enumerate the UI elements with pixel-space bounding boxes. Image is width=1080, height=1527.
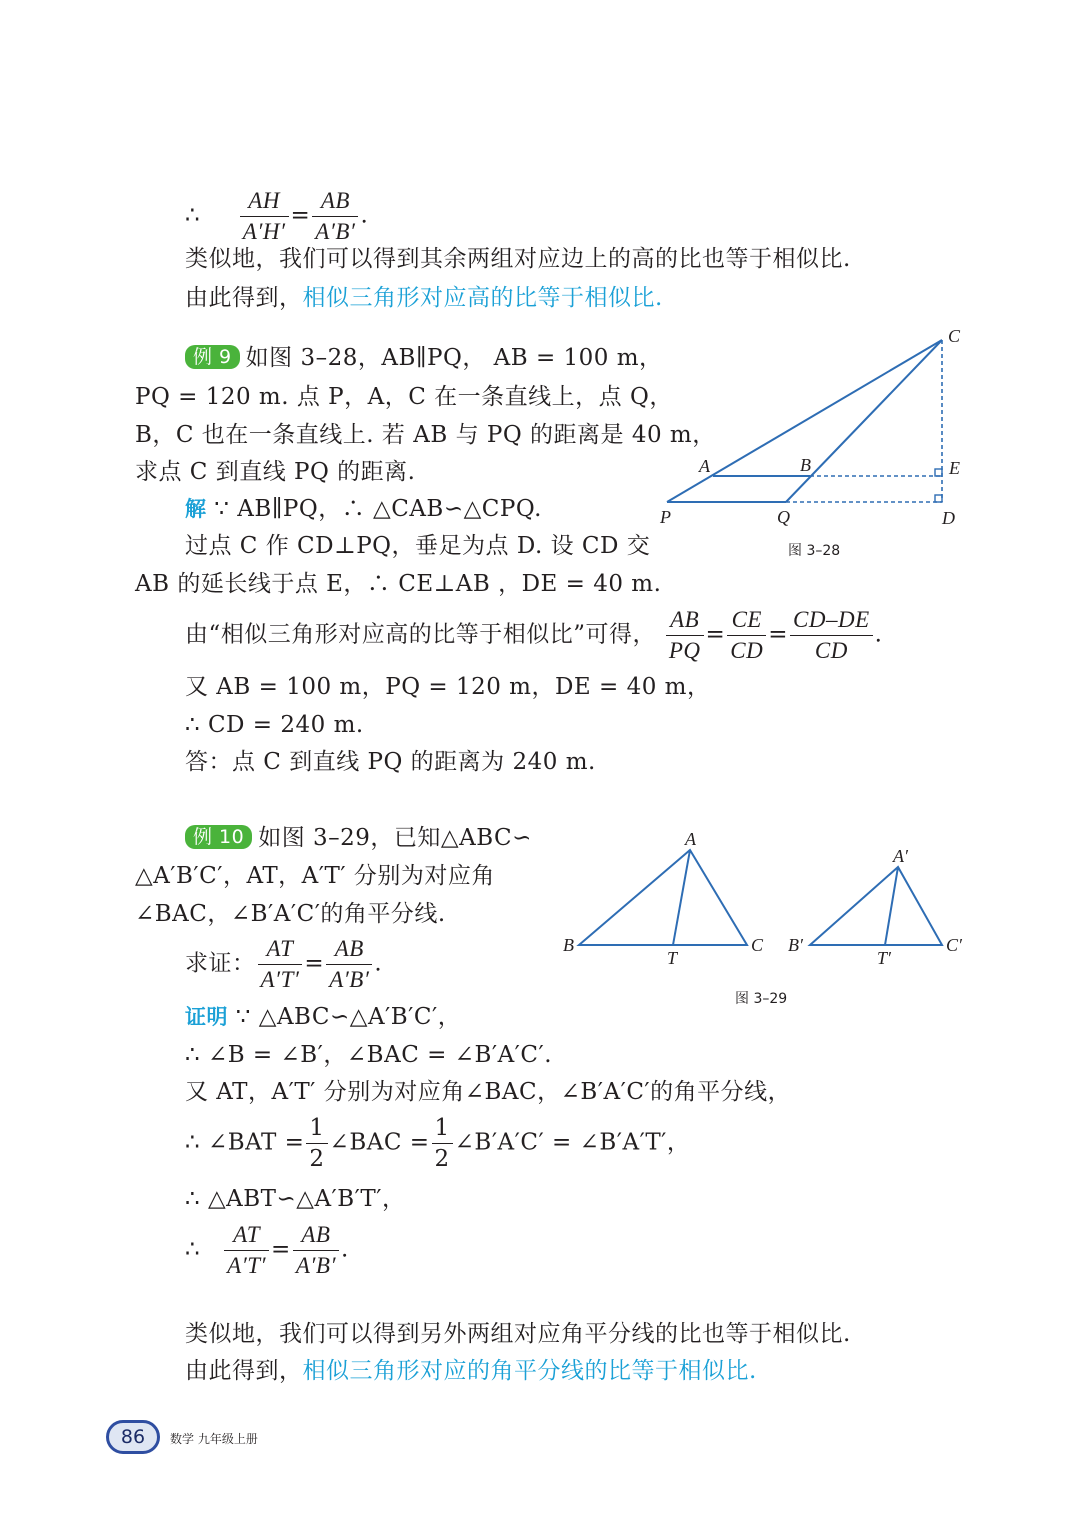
solution-line-2: 过点 C 作 CD⊥PQ，垂足为点 D. 设 CD 交 <box>185 533 651 559</box>
paragraph: 类似地，我们可以得到另外两组对应角平分线的比也等于相似比. <box>185 1321 851 1347</box>
example-badge: 例 9 <box>185 345 240 369</box>
example-badge: 例 10 <box>185 825 252 849</box>
theorem-highlight: 相似三角形对应的角平分线的比等于相似比. <box>302 1358 757 1384</box>
label-e: E <box>949 458 960 478</box>
proof-line-3: 又 AT，A′T′ 分别为对应角∠BAC，∠B′A′C′的角平分线， <box>185 1079 792 1105</box>
prove-line: 求证： $\frac{AT}{A'T'}$ = $\frac{AB}{A'B'}$ . <box>185 936 383 992</box>
label-b: B <box>800 455 811 475</box>
solution-line-6: ∴ CD = 240 m. <box>185 712 364 738</box>
page-number: 86 <box>106 1420 160 1454</box>
example-9-line-4: 求点 C 到直线 PQ 的距离. <box>135 459 416 485</box>
proof-line-2: ∴ ∠B = ∠B′，∠BAC = ∠B′A′C′. <box>185 1042 553 1068</box>
triangle-abc <box>579 850 747 945</box>
book-title: 数学 九年级上册 <box>170 1432 258 1446</box>
proof-label: 证明 <box>185 1005 228 1029</box>
label-a: A <box>699 456 710 476</box>
solution-line-1: 解 ∵ AB∥PQ，∴ △CAB∽△CPQ. <box>185 496 542 522</box>
label-c: C <box>948 326 961 346</box>
figure-3-29 <box>555 825 975 975</box>
label-a: A <box>685 829 696 849</box>
example-9-line-2: PQ = 120 m. 点 P，A，C 在一条直线上，点 Q， <box>135 384 673 410</box>
label-c-prime: C′ <box>946 935 962 955</box>
bisector-at <box>673 850 690 945</box>
line-pc <box>667 340 942 502</box>
fraction: $\frac{AB}{A'B'}$ <box>312 188 358 245</box>
triangle-a2b2c2 <box>810 867 942 945</box>
label-b: B <box>563 935 574 955</box>
paragraph: 类似地，我们可以得到其余两组对应边上的高的比也等于相似比. <box>185 246 851 272</box>
right-angle-d <box>935 495 942 502</box>
example-10-line-2: △A′B′C′，AT，A′T′ 分别为对应角 <box>135 863 495 889</box>
solution-label: 解 <box>185 497 207 521</box>
example-10-line-1: 例 10 如图 3–29，已知△ABC∽ <box>185 823 532 853</box>
theorem-highlight: 相似三角形对应高的比等于相似比. <box>302 285 663 311</box>
example-9-line-3: B，C 也在一条直线上. 若 AB 与 PQ 的距离是 40 m， <box>135 422 716 448</box>
line-qc <box>786 340 942 502</box>
label-d: D <box>942 508 955 528</box>
figure-3-28 <box>640 320 980 540</box>
proof-line-1: 证明 ∵ △ABC∽△A′B′C′， <box>185 1004 462 1030</box>
label-t: T <box>667 948 678 968</box>
label-p: P <box>660 507 671 527</box>
solution-line-5: 又 AB = 100 m，PQ = 120 m，DE = 40 m， <box>185 674 711 700</box>
example-9-line-1: 例 9 如图 3–28，AB∥PQ， AB = 100 m， <box>185 343 663 373</box>
figure-caption: 图 3–29 <box>735 991 788 1007</box>
label-c: C <box>751 935 764 955</box>
proof-line-4: ∴ ∠BAT = $\frac{1}{2}$ ∠BAC = $\frac{1}{2}$ ∠B′A′C′ = ∠B′A′T′， <box>185 1115 691 1172</box>
right-angle-e <box>935 469 942 476</box>
conclusion: 由此得到，相似三角形对应高的比等于相似比. <box>185 285 663 311</box>
proportion-line: ∴ $\frac{AH}{A'H'}$ = $\frac{AB}{A'B'}$ . <box>185 188 369 244</box>
figure-caption: 图 3–28 <box>788 543 841 559</box>
solution-line-4: 由“相似三角形对应高的比等于相似比”可得， $\frac{AB}{PQ}$ = $\frac{CE}{CD}$ = $\frac{CD-DE}{CD}$ . <box>185 607 883 663</box>
proof-line-6: ∴ $\frac{AT}{A'T'}$ = $\frac{AB}{A'B'}$ . <box>185 1222 349 1278</box>
fraction: $\frac{AH}{A'H'}$ <box>240 188 289 245</box>
label-a-prime: A′ <box>893 846 908 866</box>
proof-line-5: ∴ △ABT∽△A′B′T′， <box>185 1186 406 1212</box>
label-b-prime: B′ <box>788 935 803 955</box>
bisector-a2t2 <box>885 867 898 945</box>
label-q: Q <box>777 507 790 527</box>
solution-line-3: AB 的延长线于点 E，∴ CE⊥AB ，DE = 40 m. <box>135 571 662 597</box>
conclusion: 由此得到，相似三角形对应的角平分线的比等于相似比. <box>185 1358 757 1384</box>
example-10-line-3: ∠BAC，∠B′A′C′的角平分线. <box>135 901 446 927</box>
label-t-prime: T′ <box>877 948 891 968</box>
answer-line: 答：点 C 到直线 PQ 的距离为 240 m. <box>185 749 596 775</box>
